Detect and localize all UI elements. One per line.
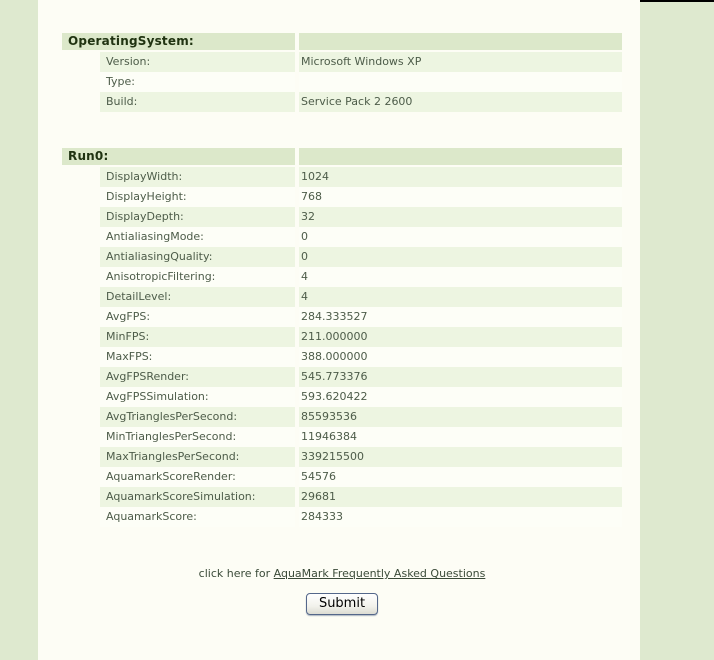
table-row: [100, 247, 622, 267]
row-value: 11946384: [299, 427, 622, 447]
submit-area: [62, 592, 622, 615]
table-row: [100, 72, 622, 92]
row-value: 593.620422: [299, 387, 622, 407]
row-value: 1024: [299, 167, 622, 187]
table-row: [100, 207, 622, 227]
row-label: AvgTrianglesPerSecond:: [100, 407, 295, 427]
section-header-spacer: [299, 148, 622, 165]
row-label: DisplayDepth:: [100, 207, 295, 227]
table-row: [100, 267, 622, 287]
row-value: 85593536: [299, 407, 622, 427]
row-label: DisplayWidth:: [100, 167, 295, 187]
row-label: MaxTrianglesPerSecond:: [100, 447, 295, 467]
row-value: 339215500: [299, 447, 622, 467]
row-label: MinFPS:: [100, 327, 295, 347]
row-value: 29681: [299, 487, 622, 507]
faq-line: [62, 567, 622, 580]
row-value: 4: [299, 267, 622, 287]
row-label: AquamarkScore:: [100, 507, 295, 527]
table-row: [100, 447, 622, 467]
table-row: [100, 307, 622, 327]
table-row: [100, 92, 622, 112]
row-label: AvgFPSSimulation:: [100, 387, 295, 407]
table-row: [100, 327, 622, 347]
results-sections: [38, 33, 640, 527]
row-label: DetailLevel:: [100, 287, 295, 307]
row-value: 768: [299, 187, 622, 207]
table-row: [100, 167, 622, 187]
section-header-spacer: [299, 33, 622, 50]
faq-line-prefix: click here for: [198, 567, 274, 580]
table-row: [100, 367, 622, 387]
section-title: OperatingSystem:: [62, 33, 295, 50]
table-row: [100, 467, 622, 487]
results-section: [62, 148, 622, 527]
section-header: [62, 33, 622, 50]
row-label: Version:: [100, 52, 295, 72]
submit-button[interactable]: Submit: [306, 593, 378, 615]
row-label: AquamarkScoreSimulation:: [100, 487, 295, 507]
row-label: AvgFPS:: [100, 307, 295, 327]
table-row: [100, 487, 622, 507]
row-label: AntialiasingQuality:: [100, 247, 295, 267]
row-label: MinTrianglesPerSecond:: [100, 427, 295, 447]
row-label: Type:: [100, 72, 295, 92]
row-value: 388.000000: [299, 347, 622, 367]
row-value: 32: [299, 207, 622, 227]
faq-link[interactable]: AquaMark Frequently Asked Questions: [273, 567, 486, 580]
results-section: [62, 33, 622, 112]
row-value: 4: [299, 287, 622, 307]
table-row: [100, 507, 622, 527]
table-row: [100, 387, 622, 407]
table-row: [100, 287, 622, 307]
row-value: Service Pack 2 2600: [299, 92, 622, 112]
table-row: [100, 227, 622, 247]
row-value: 284.333527: [299, 307, 622, 327]
section-rows: [100, 167, 622, 527]
row-label: AnisotropicFiltering:: [100, 267, 295, 287]
section-rows: [100, 52, 622, 112]
table-row: [100, 407, 622, 427]
content-area: [38, 0, 640, 660]
row-value: 0: [299, 247, 622, 267]
row-label: DisplayHeight:: [100, 187, 295, 207]
row-label: AvgFPSRender:: [100, 367, 295, 387]
row-label: Build:: [100, 92, 295, 112]
row-value: 0: [299, 227, 622, 247]
row-label: MaxFPS:: [100, 347, 295, 367]
row-value: Microsoft Windows XP: [299, 52, 622, 72]
table-row: [100, 427, 622, 447]
table-row: [100, 347, 622, 367]
row-value: 284333: [299, 507, 622, 527]
row-value: [299, 72, 622, 92]
section-header: [62, 148, 622, 165]
row-label: AquamarkScoreRender:: [100, 467, 295, 487]
row-label: AntialiasingMode:: [100, 227, 295, 247]
table-row: [100, 52, 622, 72]
section-title: Run0:: [62, 148, 295, 165]
row-value: 211.000000: [299, 327, 622, 347]
table-row: [100, 187, 622, 207]
row-value: 545.773376: [299, 367, 622, 387]
row-value: 54576: [299, 467, 622, 487]
